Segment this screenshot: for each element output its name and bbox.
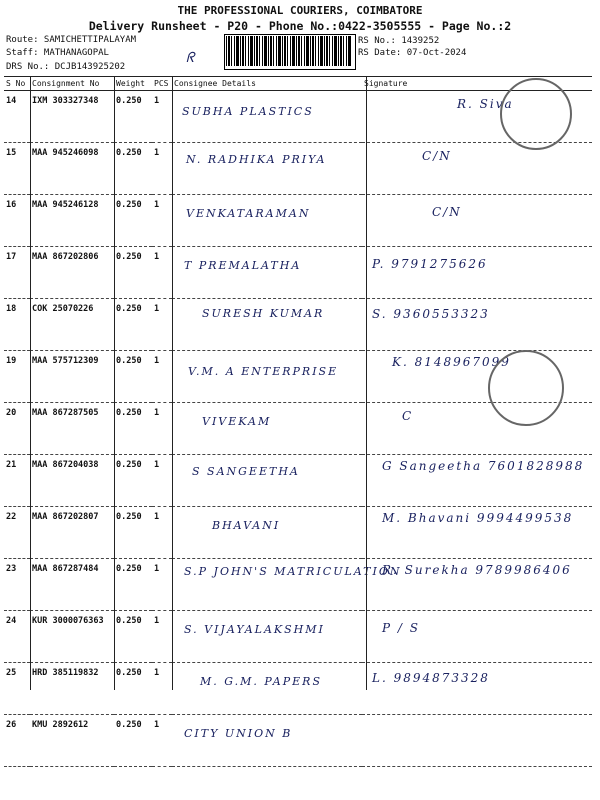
- handwritten-consignee: VIVEKAM: [202, 415, 272, 428]
- sno-cell: 25: [4, 663, 30, 715]
- consignment-cell: KMU 2892612: [30, 715, 114, 767]
- weight-cell: 0.250: [114, 299, 152, 351]
- pcs-cell: 1: [152, 507, 172, 559]
- table-row: [4, 663, 592, 715]
- staff-label: Staff: MATHANAGOPAL: [6, 48, 109, 58]
- handwritten-consignee: S SANGEETHA: [192, 465, 300, 478]
- consignee-cell: [172, 91, 362, 143]
- handwritten-signature: C/N: [422, 149, 452, 163]
- consignee-cell: [172, 299, 362, 351]
- pcs-cell: 1: [152, 715, 172, 767]
- weight-cell: 0.250: [114, 247, 152, 299]
- handwritten-signature: G Sangeetha 7601828988: [382, 459, 585, 473]
- consignee-cell: [172, 507, 362, 559]
- pcs-cell: 1: [152, 299, 172, 351]
- consignment-cell: COK 25070226: [30, 299, 114, 351]
- sno-cell: 18: [4, 299, 30, 351]
- consignment-cell: MAA 867202807: [30, 507, 114, 559]
- handwritten-consignee: S. VIJAYALAKSHMI: [184, 623, 325, 636]
- document-title: THE PROFESSIONAL COURIERS, COIMBATORE: [177, 4, 423, 17]
- pcs-cell: 1: [152, 559, 172, 611]
- sno-cell: 17: [4, 247, 30, 299]
- pcs-cell: 1: [152, 195, 172, 247]
- consignee-cell: [172, 455, 362, 507]
- route-label: Route: SAMICHETTIPALAYAM: [6, 35, 137, 45]
- handwritten-signature: L. 9894873328: [372, 671, 490, 685]
- handwritten-consignee: VENKATARAMAN: [186, 207, 311, 220]
- weight-cell: 0.250: [114, 195, 152, 247]
- handwritten-consignee: SUBHA PLASTICS: [182, 105, 314, 118]
- scribble-mark: ᖇ: [186, 50, 197, 66]
- handwritten-signature: C: [402, 409, 414, 423]
- rs-date: RS Date: 07-Oct-2024: [358, 48, 467, 58]
- signature-cell: [362, 455, 592, 507]
- consignment-cell: MAA 945246098: [30, 143, 114, 195]
- weight-cell: 0.250: [114, 91, 152, 143]
- signature-cell: [362, 715, 592, 767]
- handwritten-consignee: V.M. A ENTERPRISE: [188, 365, 339, 378]
- consignee-cell: [172, 611, 362, 663]
- handwritten-consignee: M. G.M. PAPERS: [200, 675, 322, 688]
- weight-cell: 0.250: [114, 559, 152, 611]
- weight-cell: 0.250: [114, 611, 152, 663]
- drs-number: DRS No.: DCJB143925202: [6, 62, 126, 72]
- consignment-cell: IXM 303327348: [30, 91, 114, 143]
- handwritten-signature: S. 9360553323: [372, 307, 490, 321]
- sno-cell: 14: [4, 91, 30, 143]
- consignment-cell: MAA 867287505: [30, 403, 114, 455]
- sno-cell: 21: [4, 455, 30, 507]
- handwritten-signature: M. Bhavani 9994499538: [382, 511, 574, 525]
- runsheet-table: [4, 76, 592, 767]
- sno-cell: 24: [4, 611, 30, 663]
- signature-cell: [362, 299, 592, 351]
- weight-cell: 0.250: [114, 143, 152, 195]
- sno-cell: 20: [4, 403, 30, 455]
- pcs-cell: 1: [152, 663, 172, 715]
- table-row: [4, 143, 592, 195]
- sno-cell: 15: [4, 143, 30, 195]
- handwritten-consignee: SURESH KUMAR: [202, 307, 325, 320]
- consignment-cell: MAA 867202806: [30, 247, 114, 299]
- weight-cell: 0.250: [114, 403, 152, 455]
- table-row: [4, 715, 592, 767]
- handwritten-signature: K. 8148967099: [392, 355, 511, 369]
- signature-cell: [362, 611, 592, 663]
- consignment-cell: MAA 945246128: [30, 195, 114, 247]
- pcs-cell: 1: [152, 455, 172, 507]
- sno-cell: 22: [4, 507, 30, 559]
- consignment-cell: MAA 867287484: [30, 559, 114, 611]
- pcs-cell: 1: [152, 247, 172, 299]
- document-subtitle: Delivery Runsheet - P20 - Phone No.:0422-3505555 - Page No.:2: [88, 19, 512, 33]
- table-header-row: [4, 77, 592, 91]
- table-row: [4, 559, 592, 611]
- header-sno: S No: [4, 77, 30, 91]
- handwritten-signature: R. Siva: [457, 97, 514, 111]
- pcs-cell: 1: [152, 403, 172, 455]
- sno-cell: 23: [4, 559, 30, 611]
- consignee-cell: [172, 247, 362, 299]
- column-divider: [366, 76, 367, 690]
- pcs-cell: 1: [152, 351, 172, 403]
- header-consignment: Consignment No: [30, 77, 114, 91]
- signature-cell: [362, 247, 592, 299]
- table-row: [4, 507, 592, 559]
- consignee-cell: [172, 559, 402, 611]
- sno-cell: 26: [4, 715, 30, 767]
- consignee-cell: [172, 351, 362, 403]
- header-signature: Signature: [362, 77, 592, 91]
- signature-cell: [362, 403, 592, 455]
- header-consignee: Consignee Details: [172, 77, 362, 91]
- signature-cell: [362, 195, 592, 247]
- sno-cell: 16: [4, 195, 30, 247]
- weight-cell: 0.250: [114, 715, 152, 767]
- table-row: [4, 247, 592, 299]
- pcs-cell: 1: [152, 91, 172, 143]
- weight-cell: 0.250: [114, 663, 152, 715]
- handwritten-signature: P. 9791275626: [372, 257, 488, 271]
- table-row: [4, 299, 592, 351]
- weight-cell: 0.250: [114, 455, 152, 507]
- consignee-cell: [172, 663, 362, 715]
- weight-cell: 0.250: [114, 351, 152, 403]
- rs-number: RS No.: 1439252: [358, 36, 440, 46]
- consignee-cell: [172, 195, 362, 247]
- sno-cell: 19: [4, 351, 30, 403]
- pcs-cell: 1: [152, 611, 172, 663]
- handwritten-consignee: T PREMALATHA: [184, 259, 302, 272]
- consignment-cell: KUR 3000076363: [30, 611, 114, 663]
- handwritten-consignee: N. RADHIKA PRIYA: [186, 153, 327, 166]
- handwritten-signature: P / S: [382, 621, 420, 635]
- signature-cell: [362, 143, 592, 195]
- header-pcs: PCS: [152, 77, 172, 91]
- handwritten-consignee: S.P JOHN'S MATRICULATION: [184, 565, 402, 578]
- office-stamp: [488, 350, 564, 426]
- signature-cell: [362, 663, 592, 715]
- handwritten-consignee: CITY UNION B: [184, 727, 293, 740]
- signature-cell: [362, 507, 592, 559]
- handwritten-signature: R. Surekha 9789986406: [382, 563, 572, 577]
- office-stamp: [500, 78, 572, 150]
- column-divider: [114, 76, 115, 690]
- consignee-cell: [172, 403, 362, 455]
- signature-cell: [362, 559, 592, 611]
- table-row: [4, 195, 592, 247]
- weight-cell: 0.250: [114, 507, 152, 559]
- column-divider: [30, 76, 31, 690]
- header-weight: Weight: [114, 77, 152, 91]
- handwritten-consignee: BHAVANI: [212, 519, 281, 532]
- consignment-cell: MAA 575712309: [30, 351, 114, 403]
- column-divider: [172, 76, 173, 690]
- consignment-cell: MAA 867204038: [30, 455, 114, 507]
- table-row: [4, 611, 592, 663]
- barcode-icon: [226, 36, 352, 66]
- handwritten-signature: C/N: [432, 205, 462, 219]
- consignee-cell: [172, 143, 362, 195]
- consignment-cell: HRD 385119832: [30, 663, 114, 715]
- pcs-cell: 1: [152, 143, 172, 195]
- consignee-cell: [172, 715, 362, 767]
- table-row: [4, 455, 592, 507]
